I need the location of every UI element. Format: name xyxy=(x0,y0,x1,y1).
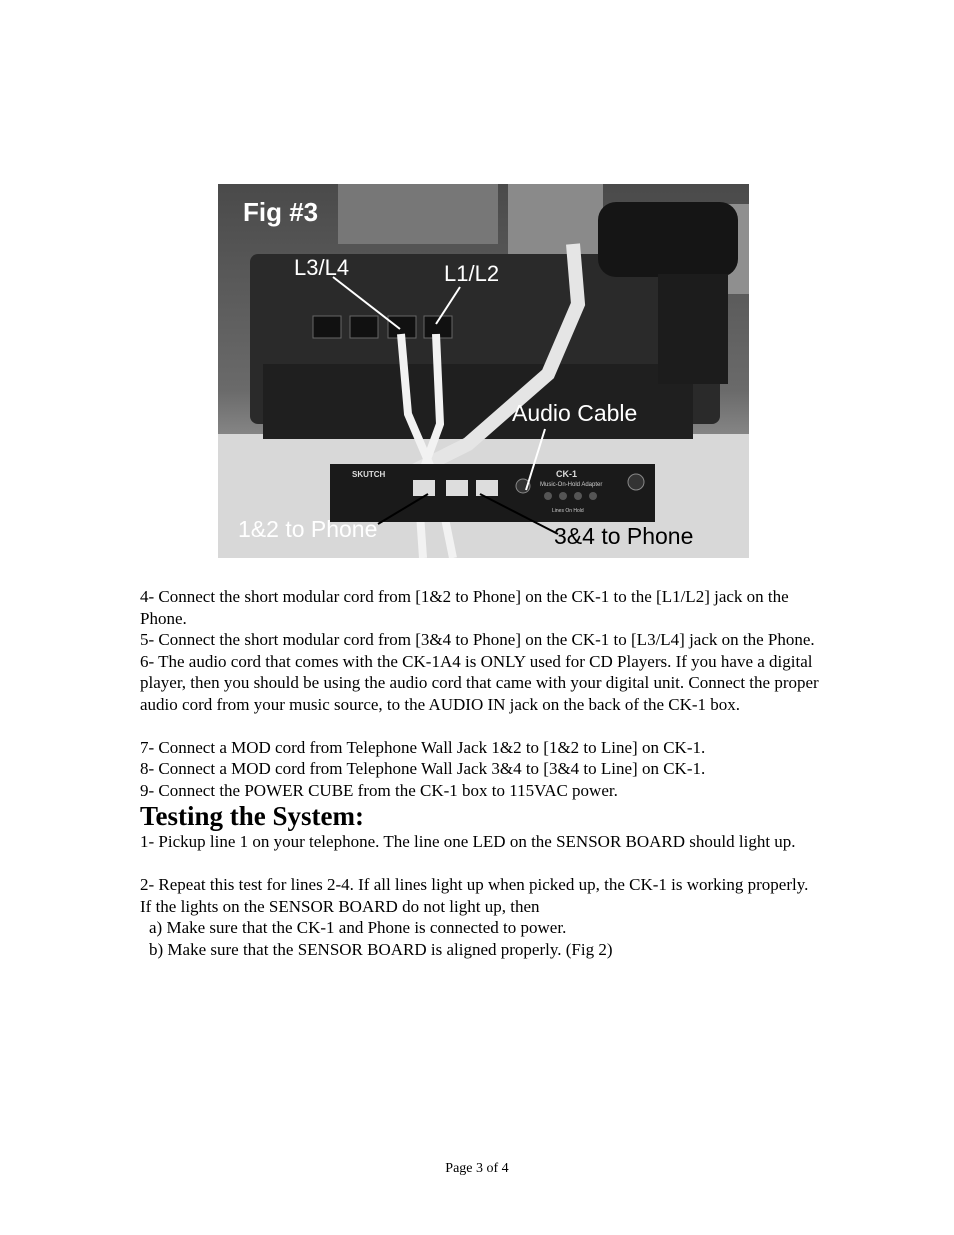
step-9: 9- Connect the POWER CUBE from the CK-1 box to 115VAC power. xyxy=(140,780,618,800)
step-7: 7- Connect a MOD cord from Telephone Wall Jack 1&2 to [1&2 to Line] on CK-1. xyxy=(140,737,706,757)
label-l3-l4: L3/L4 xyxy=(294,255,350,280)
figure-title: Fig #3 xyxy=(243,197,319,227)
label-audio-cable: Audio Cable xyxy=(512,400,638,426)
ck1-subtitle: Music-On-Hold Adapter xyxy=(540,482,603,488)
step-5: 5- Connect the short modular cord from [3&4 to Phone] on the CK-1 to [L3/L4] jack on the Phone. xyxy=(140,630,815,649)
ck1-model: CK-1 xyxy=(556,469,578,479)
step-6: 6- The audio cord that comes with the CK-1A4 is ONLY used for CD Players. If you have a digital player, then you should be using the audio cord that came with your digital unit. Connect the proper audio cord from your music source, to the AUDIO IN jack on the back of the CK-1 box. xyxy=(140,651,819,714)
step-8: 8- Connect a MOD cord from Telephone Wall Jack 3&4 to [3&4 to Line] on CK-1. xyxy=(140,759,706,778)
test-step-2a: a) Make sure that the CK-1 and Phone is connected to power. xyxy=(149,918,567,937)
label-l1-l2: L1/L2 xyxy=(444,261,500,286)
test-step-1: 1- Pickup line 1 on your telephone. The line one LED on the SENSOR BOARD should light up. xyxy=(140,832,796,851)
step-4: 4- Connect the short modular cord from [1&2 to Phone] on the CK-1 to the [L1/L2] jack on the Phone. xyxy=(140,587,789,628)
section-heading: Testing the System: xyxy=(140,801,365,831)
instructions-body xyxy=(140,586,820,960)
figure-3-photo xyxy=(218,184,749,558)
label-3-4-to-phone: 3&4 to Phone xyxy=(554,523,694,549)
test-step-2: 2- Repeat this test for lines 2-4. If all lines light up when picked up, the CK-1 is working properly. If the lights on the SENSOR BOARD do not light up, then xyxy=(140,875,809,916)
ck1-brand: SKUTCH xyxy=(352,470,386,479)
ck1-lines-label: Lines On Hold xyxy=(552,508,584,514)
test-step-2b: b) Make sure that the SENSOR BOARD is aligned properly. (Fig 2) xyxy=(149,939,613,959)
phone-and-ck1-illustration xyxy=(218,184,749,558)
page-number: Page 3 of 4 xyxy=(445,1161,509,1176)
label-1-2-to-phone: 1&2 to Phone xyxy=(238,516,378,542)
